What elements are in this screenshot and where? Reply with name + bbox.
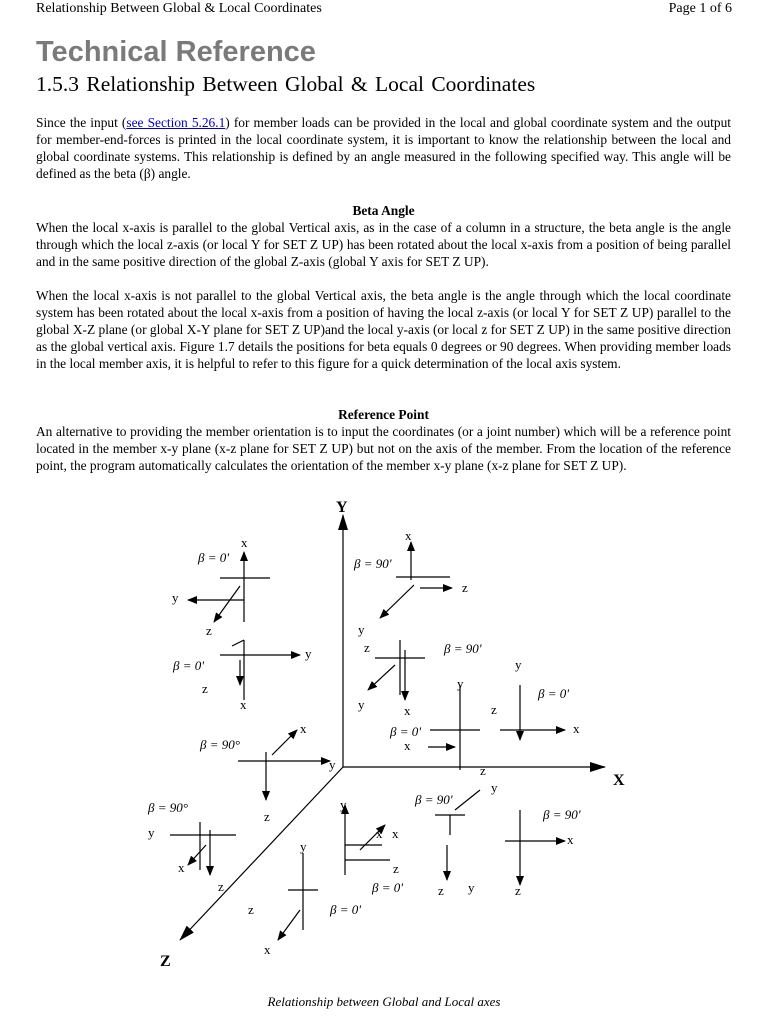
axis-label: y	[340, 797, 347, 812]
axis-label: y	[300, 839, 307, 854]
beta-label: β = 90°	[200, 737, 240, 752]
global-x-label: X	[613, 772, 625, 789]
axis-label: z	[393, 861, 399, 876]
axis-label: x	[376, 826, 383, 841]
page-indicator: Page 1 of 6	[668, 1, 732, 16]
axis-label: x	[567, 832, 574, 847]
axis-label: y	[329, 757, 336, 772]
axis-label: z	[218, 879, 224, 894]
axis-label: z	[491, 702, 497, 717]
global-y-label: Y	[336, 499, 348, 516]
reference-point-heading: Reference Point	[338, 407, 429, 422]
global-z-label: Z	[160, 953, 171, 970]
axis-label: y	[305, 646, 312, 661]
global-z-axis	[180, 767, 343, 940]
axis-label: y	[358, 622, 365, 637]
intro-paragraph	[36, 114, 731, 182]
axis-label: z	[248, 902, 254, 917]
beta-paragraph-2: When the local x-axis is not parallel to the global Vertical axis, the beta angle is the angle through which the local coordinate system has been rotated about the local x-axis from a position of having the local z-axis (or local Y for SET Z UP) parallel to the global X-Z plane (or global X-Y plane for SET Z UP)and the local y-axis (or local z for SET Z UP) in the same positive direction as the global vertical axis. Figure 1.7 details the positions for beta equals 0 degrees or 90 degrees. When providing member loads in the local member axis, it is helpful to refer to this figure for a quick determination of the local axis system.	[36, 288, 731, 371]
axis-label: y	[468, 880, 475, 895]
beta-label: β = 0'	[372, 880, 404, 895]
axis-label: z	[438, 883, 444, 898]
intro-text-end: ) for member loads can be provided in the local and global coordinate system and the output for member-end-forces is printed in the local coordinate system, it is important to know the relationship between the local and global coordinate systems. This relationship is defined by an angle measured in the following specified way. This angle will be defined as the beta (β) angle.	[36, 115, 731, 181]
beta-label: β = 0'	[330, 902, 362, 917]
beta-label: β = 0'	[538, 686, 570, 701]
beta-label: β = 90'	[415, 792, 453, 807]
figure-caption: Relationship between Global and Local axes	[267, 994, 501, 1009]
beta-label: β = 90'	[444, 641, 482, 656]
axis-label: x	[405, 528, 412, 543]
axis-label: y	[358, 697, 365, 712]
beta-label: β = 0'	[390, 724, 422, 739]
axis-label: x	[240, 697, 247, 712]
axis-label: z	[364, 640, 370, 655]
axis-label: x	[404, 703, 411, 718]
axis-label: x	[573, 721, 580, 736]
axis-label: y	[491, 780, 498, 795]
axis-label: x	[264, 942, 271, 957]
beta-label: β = 90'	[543, 807, 581, 822]
beta-label: β = 0'	[198, 550, 230, 565]
beta-label: β = 90'	[354, 556, 392, 571]
beta-angle-heading: Beta Angle	[352, 203, 415, 218]
beta-label: β = 90°	[148, 800, 188, 815]
axis-label: x	[392, 826, 399, 841]
axis-label: x	[241, 535, 248, 550]
axis-label: x	[404, 738, 411, 753]
axis-label: z	[206, 623, 212, 638]
axis-label: z	[462, 580, 468, 595]
axis-label: z	[515, 883, 521, 898]
section-link[interactable]: see Section 5.26.1	[126, 115, 226, 130]
axis-label: y	[457, 676, 464, 691]
axis-label: z	[264, 809, 270, 824]
beta-label: β = 0'	[173, 658, 205, 673]
intro-text-start: Since the input (	[36, 115, 127, 130]
axis-label: y	[172, 590, 179, 605]
axis-label: z	[202, 681, 208, 696]
axis-label: x	[178, 860, 185, 875]
beta-paragraph-1: When the local x-axis is parallel to the global Vertical axis, as in the case of a column in a structure, the beta angle is the angle through which the local z-axis (or local Y for SET Z UP) has been rotated about the local x-axis from a position of being parallel and in the same positive direction of the global Z-axis (global Y axis for SET Z UP).	[36, 220, 731, 269]
header-title: Relationship Between Global & Local Coordinates	[36, 1, 322, 16]
axis-label: x	[300, 721, 307, 736]
axes-figure	[0, 490, 768, 990]
axis-label: y	[148, 825, 155, 840]
reference-paragraph: An alternative to providing the member orientation is to input the coordinates (or a joint number) which will be a reference point located in the member x-y plane (x-z plane for SET Z UP) but not on the axis of the member. From the location of the reference point, the program automatically calculates the orientation of the member x-y plane (x-z plane for SET Z UP).	[36, 424, 731, 473]
axis-label: y	[515, 657, 522, 672]
section-title: 1.5.3 Relationship Between Global & Local Coordinates	[36, 72, 536, 96]
axis-label: z	[480, 763, 486, 778]
document-title: Technical Reference	[36, 36, 316, 68]
